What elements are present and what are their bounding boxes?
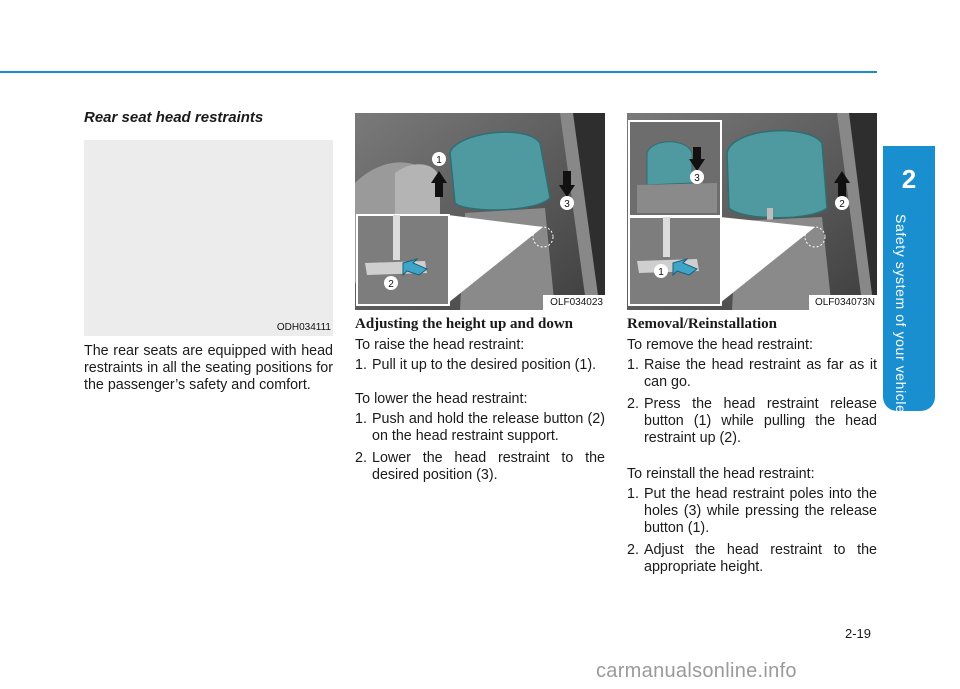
step-number: 2. bbox=[355, 450, 367, 466]
step-number: 1. bbox=[627, 357, 639, 373]
reinstall-steps bbox=[627, 486, 877, 581]
figure-code: OLF034023 bbox=[550, 297, 603, 308]
remove-intro: To remove the head restraint: bbox=[627, 337, 813, 353]
heading-adjust-height: Adjusting the height up and down bbox=[355, 316, 573, 332]
step-text: Put the head restraint poles into the holes (3) while pressing the release button (1). bbox=[644, 486, 877, 536]
callout-1: 1 bbox=[436, 155, 442, 166]
step-text: Raise the head restraint as far as it can go. bbox=[644, 357, 877, 390]
step-text: Push and hold the release button (2) on the head restraint support. bbox=[372, 411, 605, 444]
remove-steps bbox=[627, 357, 877, 452]
callout-2: 2 bbox=[839, 199, 845, 210]
chapter-number: 2 bbox=[901, 164, 917, 194]
callout-1: 1 bbox=[658, 267, 664, 278]
header-rule bbox=[0, 71, 877, 73]
step-number: 1. bbox=[355, 357, 367, 373]
step-item bbox=[627, 357, 877, 391]
page-number: 2-19 bbox=[845, 626, 872, 641]
step-text: Adjust the head restraint to the appropriate height. bbox=[644, 542, 877, 575]
step-item bbox=[627, 486, 877, 537]
removal-illustration bbox=[627, 113, 877, 310]
figure-code: OLF034073N bbox=[814, 297, 875, 308]
watermark: carmanualsonline.info bbox=[596, 660, 797, 682]
figure-height-adjust bbox=[355, 113, 605, 310]
callout-2: 2 bbox=[388, 279, 394, 290]
step-text: Press the head restraint release button (1) while pulling the head restraint up (2). bbox=[644, 396, 877, 446]
step-number: 2. bbox=[627, 396, 639, 412]
section-title: Rear seat head restraints bbox=[84, 109, 264, 126]
chapter-tab[interactable] bbox=[883, 146, 935, 414]
figure-removal bbox=[627, 113, 877, 310]
step-item bbox=[355, 357, 605, 374]
step-number: 1. bbox=[355, 411, 367, 427]
figure-rear-seats bbox=[84, 140, 333, 336]
step-item bbox=[627, 542, 877, 576]
step-item bbox=[627, 396, 877, 447]
step-item bbox=[355, 411, 605, 445]
step-item bbox=[355, 450, 605, 484]
step-number: 2. bbox=[627, 542, 639, 558]
lower-steps bbox=[355, 411, 605, 489]
step-text: Pull it up to the desired position (1). bbox=[372, 357, 597, 373]
figure-code: ODH034111 bbox=[276, 322, 331, 333]
height-adjust-illustration bbox=[355, 113, 605, 310]
reinstall-intro: To reinstall the head restraint: bbox=[627, 466, 815, 482]
intro-paragraph: The rear seats are equipped with head restraints in all the seating positions for the passenger’s safety and comfort. bbox=[84, 343, 333, 393]
raise-steps bbox=[355, 357, 605, 379]
raise-intro: To raise the head restraint: bbox=[355, 337, 525, 353]
callout-3: 3 bbox=[694, 173, 700, 184]
heading-removal: Removal/Reinstallation bbox=[627, 316, 777, 332]
step-number: 1. bbox=[627, 486, 639, 502]
lower-intro: To lower the head restraint: bbox=[355, 391, 528, 407]
callout-3: 3 bbox=[564, 199, 570, 210]
step-text: Lower the head restraint to the desired position (3). bbox=[372, 450, 605, 483]
chapter-title: Safety system of your vehicle bbox=[893, 214, 909, 414]
